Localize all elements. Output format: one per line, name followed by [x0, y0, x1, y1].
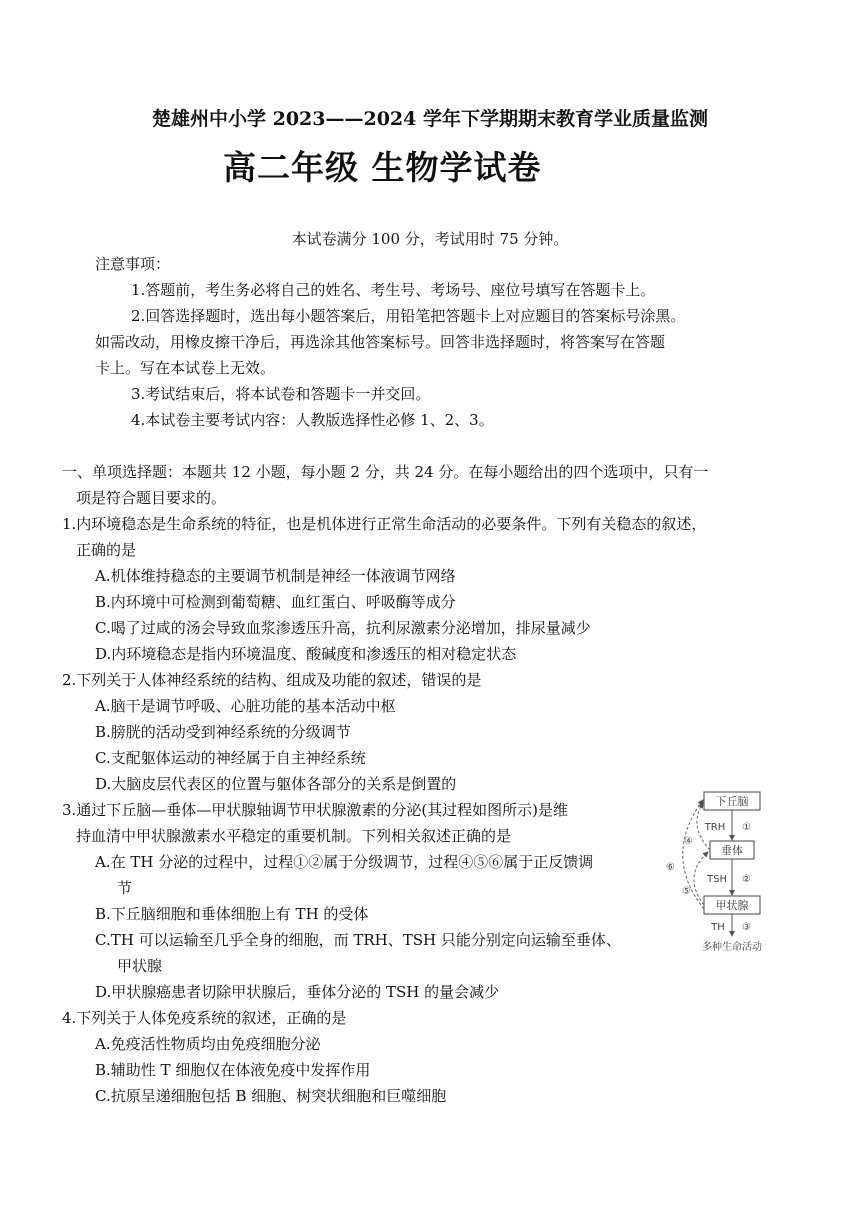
q2-option-d: D.大脑皮层代表区的位置与躯体各部分的关系是倒置的 — [95, 775, 457, 793]
q3-option-d: D.甲状腺癌患者切除甲状腺后，垂体分泌的 TSH 的量会减少 — [95, 983, 500, 1001]
q2-option-a: A.脑干是调节呼吸、心脏功能的基本活动中枢 — [95, 697, 396, 715]
q3-stem-line-1: 3.通过下丘脑—垂体—甲状腺轴调节甲状腺激素的分泌(其过程如图所示)是维 — [62, 801, 569, 819]
many-life-activities-caption: 多种生命活动 — [702, 942, 762, 953]
q2-option-b: B.膀胱的活动受到神经系统的分级调节 — [95, 723, 351, 741]
q1-stem-line-2: 正确的是 — [76, 541, 137, 559]
q3-option-a-line-1: A.在 TH 分泌的过程中，过程①②属于分级调节，过程④⑤⑥属于正反馈调 — [95, 853, 594, 871]
note-2-line-2: 如需改动，用橡皮擦干净后，再选涂其他答案标号。回答非选择题时，将答案写在答题 — [95, 333, 666, 351]
note-2-line-1: 2.回答选择题时，选出每小题答案后，用铅笔把答题卡上对应题目的答案标号涂黑。 — [131, 307, 686, 325]
tsh-label: TSH — [707, 874, 727, 885]
q2-option-c: C.支配躯体运动的神经属于自主神经系统 — [95, 749, 366, 767]
section-1-heading-line-2: 项是符合题目要求的。 — [76, 489, 227, 507]
process-6-label: ⑥ — [666, 862, 675, 873]
q3-option-c-line-1: C.TH 可以运输至几乎全身的细胞，而 TRH、TSH 只能分别定向运输至垂体、 — [95, 931, 621, 949]
q1-option-c: C.喝了过咸的汤会导致血浆渗透压升高，抗利尿激素分泌增加，排尿量减少 — [95, 619, 591, 637]
note-1: 1.答题前，考生务必将自己的姓名、考生号、考场号、座位号填写在答题卡上。 — [131, 281, 656, 299]
q4-option-b: B.辅助性 T 细胞仅在体液免疫中发挥作用 — [95, 1061, 371, 1079]
notes-heading: 注意事项： — [95, 255, 171, 273]
process-3-label: ③ — [742, 922, 751, 933]
process-4-label: ④ — [684, 836, 693, 847]
q3-option-c-line-2: 甲状腺 — [117, 957, 163, 975]
q1-stem-line-1: 1.内环境稳态是生命系统的特征，也是机体进行正常生命活动的必要条件。下列有关稳态的叙述， — [62, 515, 707, 533]
thyroid-label: 甲状腺 — [715, 899, 749, 912]
process-2-label: ② — [742, 874, 751, 885]
q3-stem-line-2: 持血清中甲状腺激素水平稳定的重要机制。下列相关叙述正确的是 — [76, 827, 512, 845]
q3-option-b: B.下丘脑细胞和垂体细胞上有 TH 的受体 — [95, 905, 369, 923]
q1-option-a: A.机体维持稳态的主要调节机制是神经一体液调节网络 — [95, 567, 456, 585]
exam-title: 高二年级 生物学试卷 — [223, 148, 542, 187]
q2-stem: 2.下列关于人体神经系统的结构、组成及功能的叙述，错误的是 — [62, 671, 482, 689]
q3-option-a-line-2: 节 — [117, 879, 133, 897]
section-1-heading-line-1: 一、单项选择题：本题共 12 小题，每小题 2 分，共 24 分。在每小题给出的四个选项中，只有一 — [62, 463, 709, 481]
school-exam-line: 楚雄州中小学 2023——2024 学年下学期期末教育学业质量监测 — [152, 108, 708, 130]
score-time-info: 本试卷满分 100 分，考试用时 75 分钟。 — [291, 230, 569, 248]
q4-option-a: A.免疫活性物质均由免疫细胞分泌 — [95, 1035, 321, 1053]
q1-option-b: B.内环境中可检测到葡萄糖、血红蛋白、呼吸酶等成分 — [95, 593, 456, 611]
process-5-label: ⑤ — [682, 886, 691, 897]
q4-option-c: C.抗原呈递细胞包括 B 细胞、树突状细胞和巨噬细胞 — [95, 1087, 447, 1105]
pituitary-label: 垂体 — [721, 844, 743, 857]
th-label: TH — [711, 922, 725, 933]
note-3: 3.考试结束后，将本试卷和答题卡一并交回。 — [131, 385, 431, 403]
note-2-line-3: 卡上。写在本试卷上无效。 — [95, 359, 276, 377]
trh-label: TRH — [704, 822, 726, 833]
process-1-label: ① — [742, 822, 751, 833]
hpt-axis-diagram — [660, 786, 780, 958]
note-4: 4.本试卷主要考试内容：人教版选择性必修 1、2、3。 — [131, 411, 494, 429]
hypothalamus-label: 下丘脑 — [715, 795, 749, 808]
q1-option-d: D.内环境稳态是指内环境温度、酸碱度和渗透压的相对稳定状态 — [95, 645, 517, 663]
q4-stem: 4.下列关于人体免疫系统的叙述，正确的是 — [62, 1009, 347, 1027]
